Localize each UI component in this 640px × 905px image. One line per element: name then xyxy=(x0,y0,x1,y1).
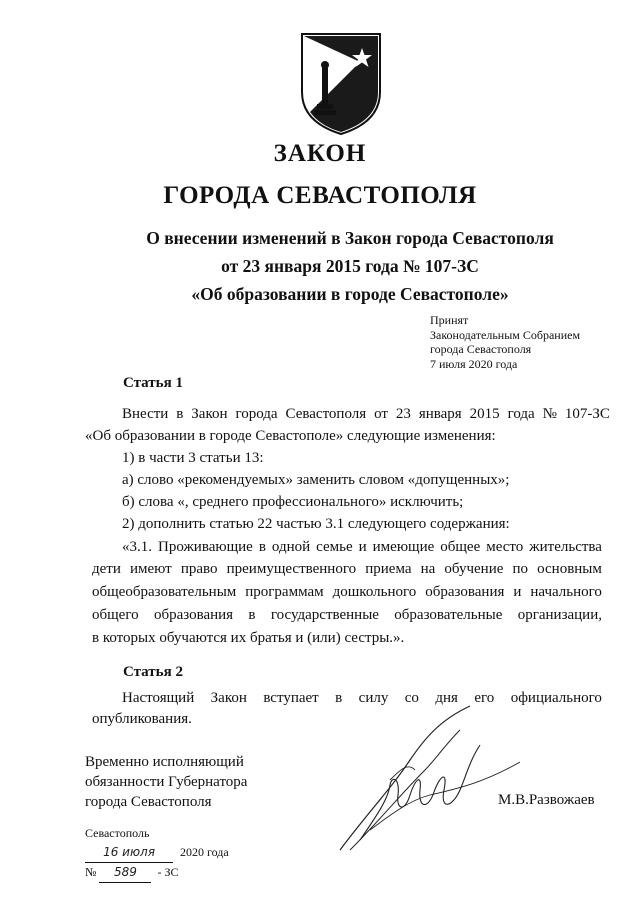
word: Настоящий xyxy=(122,690,195,706)
word: организации, xyxy=(517,607,602,623)
document-title-city: ГОРОДА СЕВАСТОПОЛЯ xyxy=(163,182,477,209)
article-1-item-1b: б) слова «, среднего профессионального» исключить; xyxy=(122,494,464,510)
quote-line-4 xyxy=(92,607,602,624)
adoption-line: Законодательным Собранием xyxy=(430,327,581,342)
signatory-name: М.В.Развожаев xyxy=(498,792,595,808)
word: Внести xyxy=(122,406,169,422)
word: его xyxy=(474,690,495,706)
number-sign: № xyxy=(85,865,97,879)
word: города xyxy=(235,406,278,422)
word: дошкольного xyxy=(332,584,417,600)
word: и xyxy=(358,539,367,555)
adoption-line: 7 июля 2020 года xyxy=(430,356,518,371)
footer-date-line xyxy=(85,843,229,863)
word: приема xyxy=(365,561,412,577)
signatory-line: обязанности Губернатора xyxy=(85,774,248,790)
quote-line-1 xyxy=(122,539,602,556)
word: жительства xyxy=(529,539,602,555)
signatory-line: Временно исполняющий xyxy=(85,754,244,770)
word: Севастополя xyxy=(285,406,367,422)
handwritten-signature xyxy=(330,700,530,860)
word: образования xyxy=(425,584,505,600)
word: место xyxy=(486,539,524,555)
adoption-stamp xyxy=(430,313,630,371)
word: государственные xyxy=(270,607,379,623)
article-1-heading: Статья 1 xyxy=(123,375,183,391)
word: официального xyxy=(510,690,602,706)
article-2-line-2: опубликования. xyxy=(92,711,192,727)
word: на xyxy=(420,561,436,577)
word: силу xyxy=(358,690,389,706)
word: года xyxy=(507,406,535,422)
word: семье xyxy=(316,539,353,555)
law-subtitle-line-3: «Об образовании в городе Севастополе» xyxy=(191,284,509,304)
adoption-line: Принят xyxy=(430,313,469,327)
word: право xyxy=(180,561,218,577)
word: преимущественного xyxy=(226,561,357,577)
signatory-line: города Севастополя xyxy=(85,794,212,810)
word: от xyxy=(374,406,388,422)
word: одной xyxy=(271,539,311,555)
word: 107-ЗС xyxy=(564,406,610,422)
footer-number-line xyxy=(85,863,229,883)
number-suffix: - ЗС xyxy=(157,865,179,879)
word: Проживающие xyxy=(157,539,253,555)
word: со xyxy=(404,690,419,706)
word: общего xyxy=(92,607,139,623)
article-2-heading: Статья 2 xyxy=(123,664,183,680)
word: программам xyxy=(245,584,324,600)
word: и xyxy=(513,584,522,600)
word: в xyxy=(335,690,343,706)
word: вступает xyxy=(263,690,319,706)
article-1-item-1a: а) слово «рекомендуемых» заменить словом «допущенных»; xyxy=(122,472,510,488)
signatory-title xyxy=(85,752,247,812)
word: в xyxy=(258,539,266,555)
word: общее xyxy=(440,539,481,555)
word: начального xyxy=(530,584,602,600)
word: № xyxy=(542,406,557,422)
law-subtitle-line-2: от 23 января 2015 года № 107-ЗС xyxy=(221,256,479,276)
article-1-intro-line-2: «Об образовании в городе Севастополе» следующие изменения: xyxy=(85,428,496,444)
quote-line-5: в которых обучаются их братья и (или) сестры.». xyxy=(92,630,405,646)
article-1-item-2: 2) дополнить статью 22 частью 3.1 следующего содержания: xyxy=(122,516,510,532)
word: общеобразовательным xyxy=(92,584,237,600)
word: 23 xyxy=(395,406,411,422)
document-footer xyxy=(85,824,229,883)
word: Закон xyxy=(191,406,228,422)
handwritten-date: 16 июля xyxy=(85,843,173,863)
document-title: ЗАКОН xyxy=(273,140,367,167)
handwritten-number: 589 xyxy=(99,863,151,883)
word: дня xyxy=(435,690,458,706)
word: 2015 xyxy=(469,406,500,422)
adoption-line: города Севастополя xyxy=(430,342,532,356)
law-subtitle-line-1: О внесении изменений в Закон города Севастополя xyxy=(146,228,554,248)
footer-city: Севастополь xyxy=(85,826,150,840)
word: января xyxy=(418,406,462,422)
footer-year: 2020 года xyxy=(180,845,229,859)
quote-line-2 xyxy=(92,561,602,578)
word: по xyxy=(512,561,529,577)
word: в xyxy=(176,406,184,422)
word: образования xyxy=(153,607,234,623)
word: дети xyxy=(92,561,121,577)
word: «3.1. xyxy=(122,539,152,555)
word: образовательные xyxy=(394,607,503,623)
word: имеющие xyxy=(372,539,435,555)
word: Закон xyxy=(210,690,247,706)
word: имеют xyxy=(129,561,172,577)
article-1-intro-line-1 xyxy=(122,406,610,423)
coat-of-arms-emblem xyxy=(300,32,382,136)
quote-line-3 xyxy=(92,584,602,601)
word: основным xyxy=(537,561,602,577)
article-1-item-1: 1) в части 3 статьи 13: xyxy=(122,450,264,466)
word: обучение xyxy=(444,561,504,577)
word: в xyxy=(248,607,256,623)
